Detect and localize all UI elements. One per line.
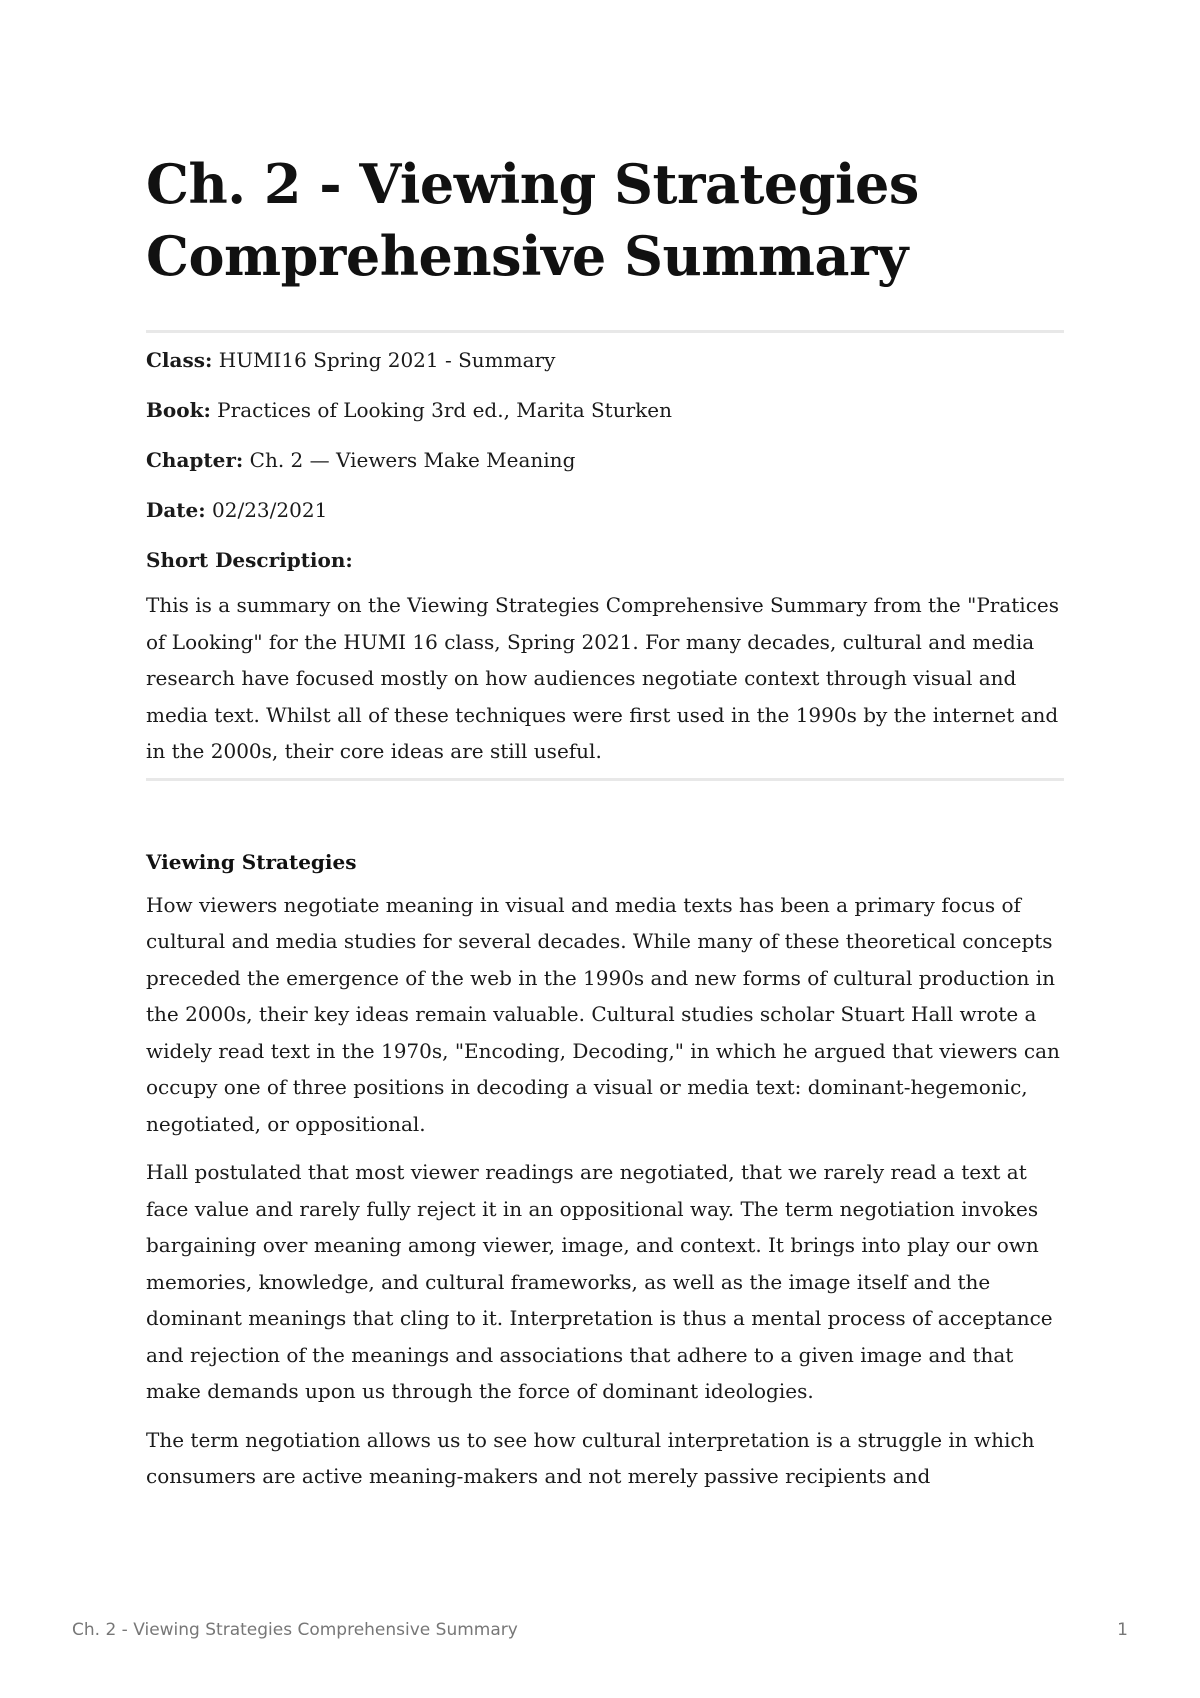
meta-chapter-value: Ch. 2 — Viewers Make Meaning <box>243 448 576 472</box>
meta-book <box>146 397 1064 423</box>
meta-date-label: Date: <box>146 498 206 522</box>
body-paragraph-3: The term negotiation allows us to see how cultural interpretation is a struggle in which consumers are active meaning-makers and not merely passive recipients and <box>146 1427 1035 1488</box>
meta-short-description-label: Short Description: <box>146 548 353 572</box>
page-title: Ch. 2 - Viewing Strategies Comprehensive Summary <box>146 152 919 288</box>
meta-date <box>146 497 1064 523</box>
meta-short-description <box>146 547 1064 573</box>
page-footer <box>72 1620 1128 1644</box>
meta-class <box>146 347 1064 373</box>
metadata-block <box>146 347 1064 770</box>
meta-book-value: Practices of Looking 3rd ed., Marita Sturken <box>210 398 672 422</box>
body-paragraph-2: Hall postulated that most viewer readings are negotiated, that we rarely read a text at face value and rarely fully reject it in an oppositional way. The term negotiation invokes bargaining over meaning among viewer, image, and context. It brings into play our own memories, knowledge, and cultural frameworks, as well as the image itself and the dominant meanings that cling to it. Interpretation is thus a mental process of acceptance and rejection of the meanings and associations that adhere to a given image and that make demands upon us through the force of dominant ideologies. <box>146 1160 1053 1403</box>
meta-book-label: Book: <box>146 398 211 422</box>
divider <box>146 330 1064 333</box>
body-paragraph-1: How viewers negotiate meaning in visual and media texts has been a primary focus of cultural and media studies for several decades. While many of these theoretical concepts preceded the emergence of the web in the 1990s and new forms of cultural production in the 2000s, their key ideas remain valuable. Cultural studies scholar Stuart Hall wrote a widely read text in the 1970s, "Encoding, Decoding," in which he argued that viewers can occupy one of three positions in decoding a visual or media text: dominant-hegemonic, negotiated, or oppositional. <box>146 892 1060 1136</box>
divider <box>146 778 1064 781</box>
meta-date-value: 02/23/2021 <box>205 498 328 522</box>
meta-class-value: HUMI16 Spring 2021 - Summary <box>212 348 556 372</box>
document-page <box>146 148 1064 1507</box>
short-description-text: This is a summary on the Viewing Strategies Comprehensive Summary from the "Pratices of Looking" for the HUMI 16 class, Spring 2021. For many decades, cultural and media research have focused mostly on how audiences negotiate context through visual and media text. Whilst all of these techniques were first used in the 1990s by the internet and in the 2000s, their core ideas are still useful. <box>146 593 1059 763</box>
section-heading: Viewing Strategies <box>146 849 357 874</box>
page-number: 1 <box>1117 1620 1128 1640</box>
meta-chapter <box>146 447 1064 473</box>
footer-title: Ch. 2 - Viewing Strategies Comprehensive Summary <box>72 1620 518 1640</box>
meta-chapter-label: Chapter: <box>146 448 244 472</box>
meta-class-label: Class: <box>146 348 213 372</box>
